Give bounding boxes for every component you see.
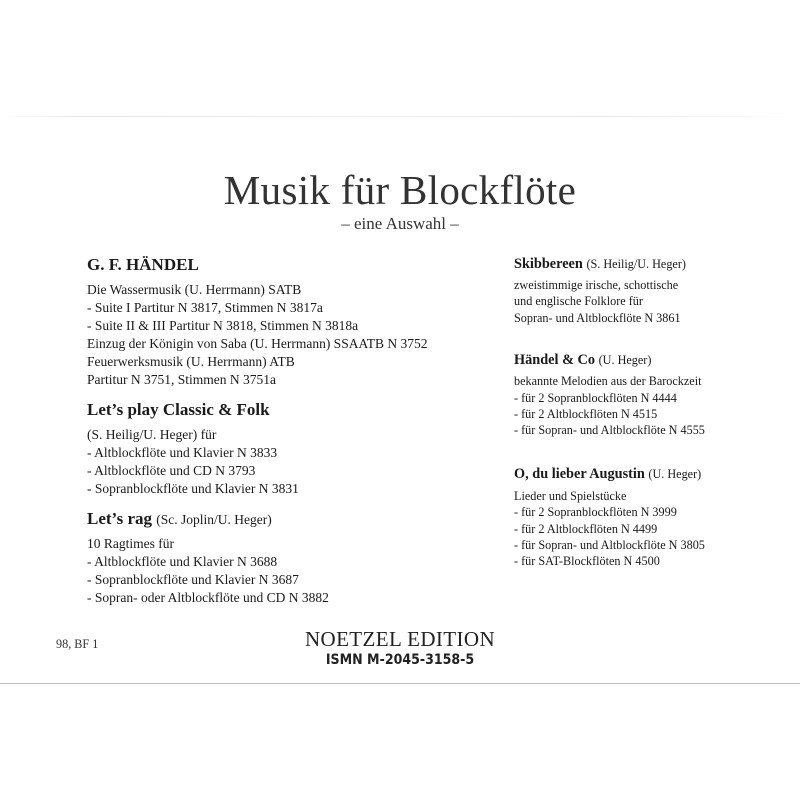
list-item: und englische Folklore für [514,294,643,309]
list-item: Lieder und Spielstücke [514,488,627,503]
list-item: Partitur N 3751, Stimmen N 3751a [87,372,276,387]
list-item: - für SAT-Blockflöten N 4500 [514,554,660,569]
section-lets-rag [87,508,507,607]
list-item: - Suite II & III Partitur N 3818, Stimmen N 3818a [87,318,359,333]
top-divider [0,116,800,117]
list-item: - Sopranblockflöte und Klavier N 3831 [87,481,299,496]
ismn-number: ISMN M-2045-3158-5 [325,652,475,668]
section-skibbereen [514,254,799,326]
list-item: - Altblockflöte und CD N 3793 [87,463,256,478]
section-haendel-co [514,350,799,439]
list-item: Die Wassermusik (U. Herrmann) SATB [87,282,302,297]
section-credit: (Sc. Joplin/U. Heger) [156,512,272,527]
list-item: 10 Ragtimes für [87,536,174,551]
list-item: Sopran- und Altblockflöte N 3861 [514,310,681,325]
section-heading: O, du lieber Augustin (U. Heger) [514,465,702,482]
list-item: - für Sopran- und Altblockflöte N 4555 [514,423,705,438]
list-item: bekannte Melodien aus der Barockzeit [514,374,702,389]
list-item: - Suite I Partitur N 3817, Stimmen N 3817a [87,300,323,315]
page-subtitle: – eine Auswahl – [341,214,459,233]
section-credit: (U. Heger) [598,353,652,368]
publisher-name: NOETZEL EDITION [304,627,496,651]
page-title: Musik für Blockflöte [223,167,577,213]
list-item: - für Sopran- und Altblockflöte N 3805 [514,538,705,553]
catalog-code: 98, BF 1 [56,637,99,651]
section-credit: (S. Heilig/U. Heger) [586,257,686,271]
list-item: - für 2 Altblockflöten N 4515 [514,407,658,422]
section-augustin [514,464,799,570]
list-item: - Sopranblockflöte und Klavier N 3687 [87,572,299,587]
list-item: Feuerwerksmusik (U. Herrmann) ATB [87,354,295,369]
right-column [514,254,799,570]
list-item: - für 2 Altblockflöten N 4499 [514,521,658,536]
list-item: - Altblockflöte und Klavier N 3833 [87,445,278,460]
section-haendel [87,254,507,389]
list-item: (S. Heilig/U. Heger) für [87,427,217,442]
section-classic-folk [87,399,507,498]
section-heading: Let’s rag (Sc. Joplin/U. Heger) [87,509,272,528]
list-item: - für 2 Sopranblockflöten N 4444 [514,390,677,405]
section-heading: G. F. HÄNDEL [87,255,199,274]
section-credit: (U. Heger) [648,466,702,481]
section-heading: Händel & Co (U. Heger) [514,352,652,369]
list-item: Einzug der Königin von Saba (U. Herrmann) SSAATB N 3752 [87,336,428,351]
section-heading: Let’s play Classic & Folk [87,400,270,419]
list-item: - Sopran- oder Altblockflöte und CD N 3882 [87,590,329,605]
left-column [87,254,507,607]
list-item: - Altblockflöte und Klavier N 3688 [87,554,278,569]
list-item: - für 2 Sopranblockflöten N 3999 [514,505,677,520]
section-heading: Skibbereen (S. Heilig/U. Heger) [514,256,686,272]
bottom-divider [0,683,800,684]
list-item: zweistimmige irische, schottische [514,278,679,292]
